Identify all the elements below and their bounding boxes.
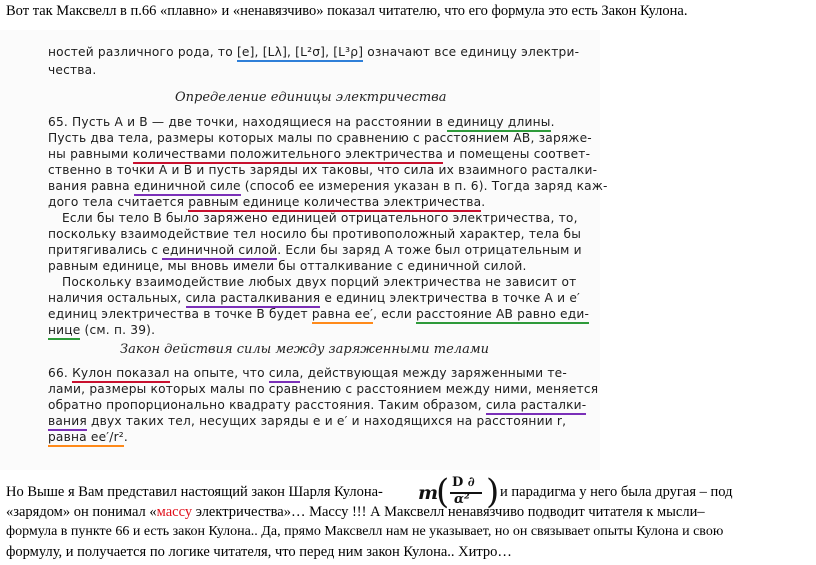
underline-green: нице (48, 323, 80, 340)
scan-line: Пусть два тела, размеры которых малы по сравнению с расстоянием AB, заряже- (48, 131, 592, 145)
underline-purple: единичной силе (134, 179, 241, 196)
scan-line: чества. (48, 63, 97, 77)
scan-line: лами, размеры которых малы по сравнению с расстоянием между ними, меняется (48, 382, 599, 396)
scan-line: ностей различного рода, то [e], [Lλ], [L²σ], [L³ρ] означают все единицу электри- (48, 45, 579, 59)
underline-purple: сила расталкивания (186, 291, 321, 308)
underline-purple: вания (48, 414, 87, 431)
section-heading-force-law: Закон действия силы между заряженными телами (120, 342, 489, 357)
scan-line: равна ee′/r². (48, 430, 128, 444)
scan-line: вания равна единичной силе (способ ее измерения указан в п. 6). Тогда заряд каж- (48, 179, 608, 193)
underline-red: Кулон показал (72, 366, 170, 383)
underline-purple: единичной силой (162, 243, 277, 260)
scan-line: Поскольку взаимодействие любых двух порций электричества не зависит от (62, 275, 577, 289)
intro-text: Вот так Максвелл в п.66 «плавно» и «ненавязчиво» показал читателю, что его формула это есть Закон Кулона. (6, 3, 688, 19)
underline-orange: равна ee′/r² (48, 430, 124, 447)
formula-numerator: D ∂ (452, 475, 475, 490)
scan-line: притягивались с единичной силой. Если бы заряд A тоже был отрицательным и (48, 243, 582, 257)
underline-red: равным единице количества электричества (188, 195, 481, 212)
bottom-text-line: и парадигма у него была другая – под (500, 484, 733, 500)
scan-line: 66. Кулон показал на опыте, что сила, действующая между заряженными те- (48, 366, 567, 380)
coulomb-formula-image: m ( D ∂ α² ) (418, 472, 500, 512)
underline-green: расстояние AB равно еди- (416, 307, 589, 324)
scan-line: ны равными количествами положительного электричества и помещены соответ- (48, 147, 590, 161)
highlighted-word-mass: массу (156, 504, 193, 520)
scan-line: дого тела считается равным единице количества электричества. (48, 195, 485, 209)
underline-red: количествами положительного электричества (133, 147, 443, 164)
scan-line: поскольку взаимодействие тел носило бы противоположный характер, тела бы (48, 227, 582, 241)
bottom-text-line: формула в пункте 66 и есть закон Кулона.. Да, прямо Максвелл нам не указывает, но он связывает опыты Кулона и свою (6, 524, 724, 539)
section-heading-unit-definition: Определение единицы электричества (175, 90, 447, 105)
scan-line: равным единице, мы вновь имели бы отталкивание с единичной силой. (48, 259, 527, 273)
underline-purple: сила (269, 366, 300, 383)
scanned-book-page (0, 30, 608, 470)
scan-line: Если бы тело B было заряжено единицей отрицательного электричества, то, (62, 211, 578, 225)
bottom-text-line: формулу, и получается по логике читателя, что перед ним закон Кулона.. Хитро… (6, 544, 512, 560)
bottom-text-line: Но Выше я Вам представил настоящий закон Шарля Кулона- (6, 484, 383, 500)
scan-line: нице (см. п. 39). (48, 323, 155, 337)
underlined-units: [e], [Lλ], [L²σ], [L³ρ] (237, 45, 363, 62)
underline-purple: сила расталки- (486, 398, 587, 415)
scan-line: 65. Пусть A и B — две точки, находящиеся на расстоянии в единицу длины. (48, 115, 555, 129)
formula-mass: m (418, 482, 439, 504)
scan-line: вания двух таких тел, несущих заряды e и e′ и находящихся на расстоянии r, (48, 414, 566, 428)
bottom-text-line: «зарядом» он понимал «массу электричества»… Массу !!! А Максвелл ненавязчиво подводит читателя к мысли– (6, 504, 705, 520)
scan-line: ственно в точки A и B и пусть заряды их таковы, что сила их взаимного расталки- (48, 163, 598, 177)
underline-green: единицу длины (447, 115, 550, 132)
formula-denominator: α² (454, 492, 470, 507)
scan-line: обратно пропорционально квадрату расстояния. Таким образом, сила расталки- (48, 398, 586, 412)
underline-orange: равна ee′ (312, 307, 373, 324)
scan-line: наличия остальных, сила расталкивания e единиц электричества в точке A и e′ (48, 291, 580, 305)
scan-line: единиц электричества в точке B будет равна ee′, если расстояние AB равно еди- (48, 307, 589, 321)
